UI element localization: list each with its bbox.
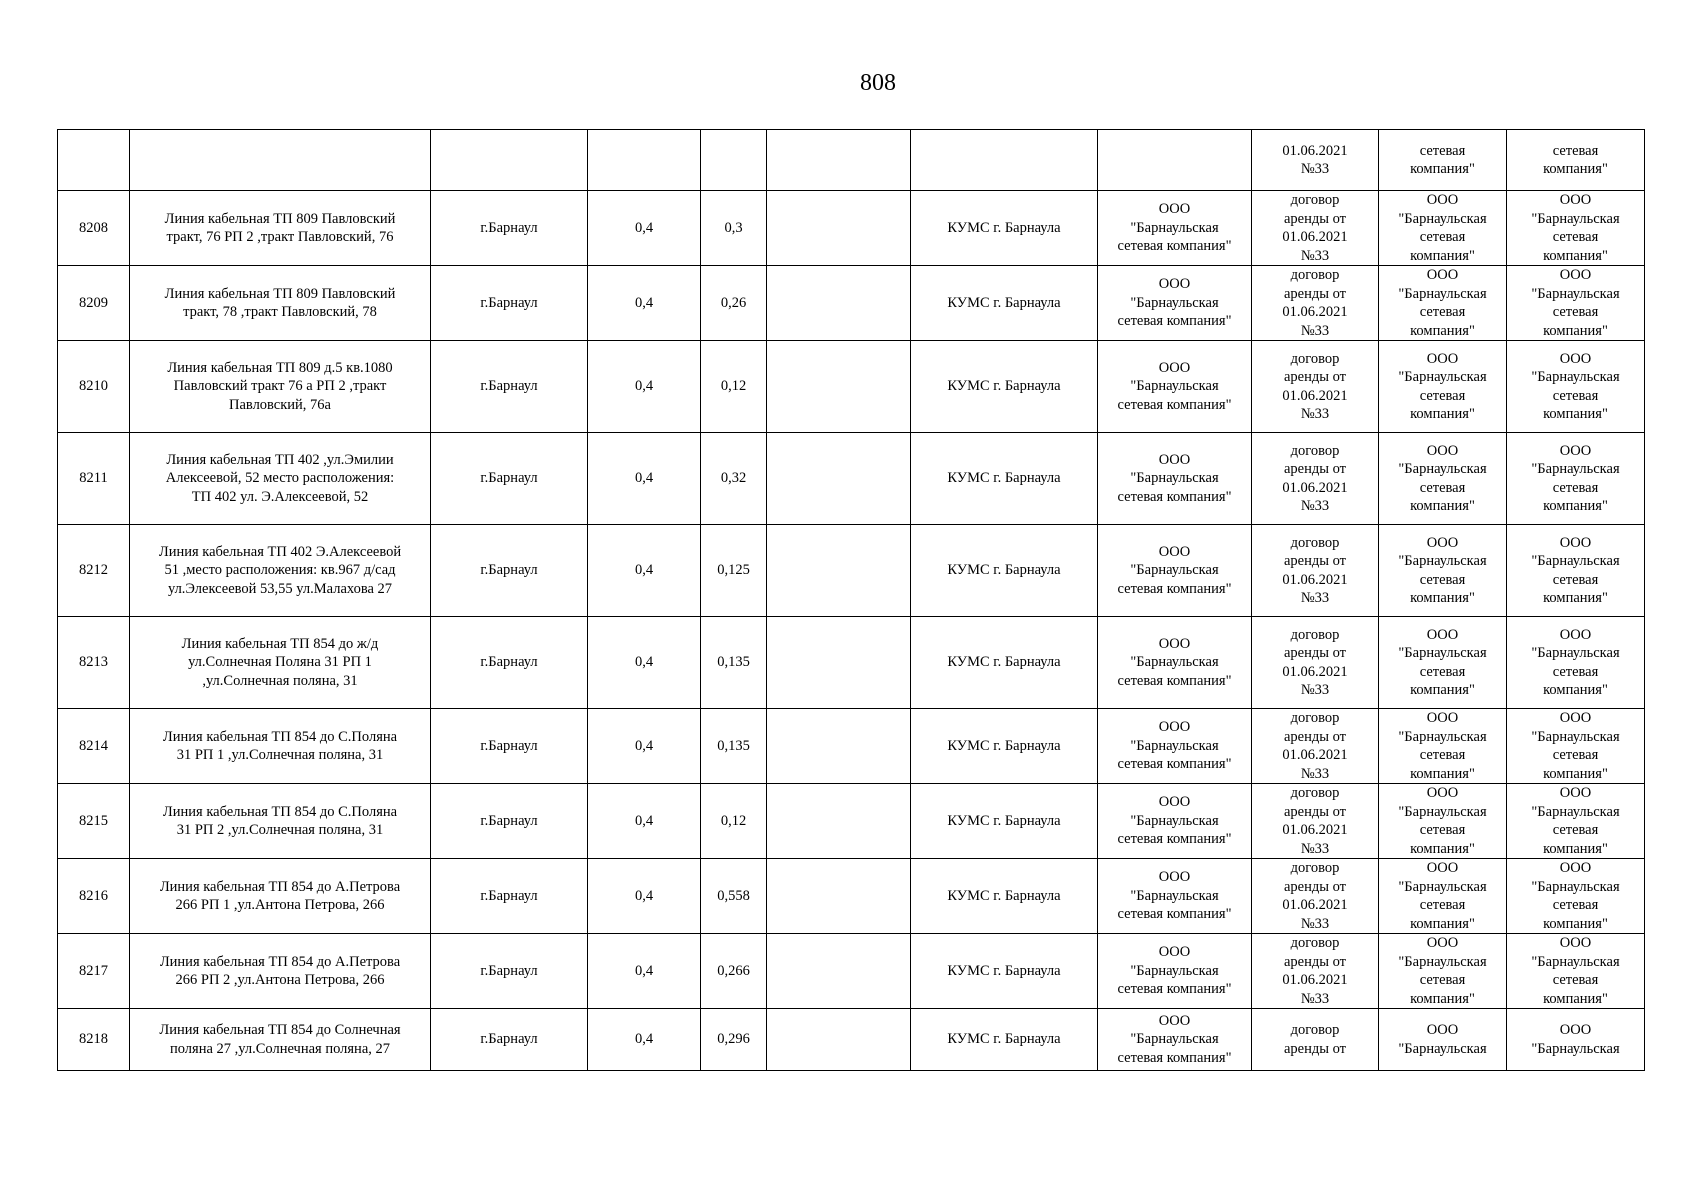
cell-length [701,130,767,191]
cell-owner: КУМС г. Барнаула [911,784,1098,859]
cell-holder: ООО "Барнаульская сетевая компания" [1379,784,1507,859]
cell-length: 0,12 [701,784,767,859]
cell-holder: сетевая компания" [1379,130,1507,191]
cell-user: ООО "Барнаульская сетевая компания" [1507,341,1645,433]
cell-owner: КУМС г. Барнаула [911,859,1098,934]
cell-city: г.Барнаул [431,341,588,433]
cell-city: г.Барнаул [431,266,588,341]
cell-length: 0,32 [701,433,767,525]
cell-holder: ООО "Барнаульская сетевая компания" [1379,266,1507,341]
cell-user: ООО "Барнаульская [1507,1009,1645,1071]
cell-extra [767,934,911,1009]
cell-user: сетевая компания" [1507,130,1645,191]
cell-owner: КУМС г. Барнаула [911,191,1098,266]
table-body [58,130,1645,1071]
cell-agreement: договор аренды от 01.06.2021 №33 [1252,191,1379,266]
cell-city: г.Барнаул [431,191,588,266]
cell-extra [767,266,911,341]
cell-name: Линия кабельная ТП 854 до С.Поляна 31 РП 1 ,ул.Солнечная поляна, 31 [130,709,431,784]
cell-city: г.Барнаул [431,709,588,784]
cell-voltage: 0,4 [588,1009,701,1071]
cell-name: Линия кабельная ТП 854 до С.Поляна 31 РП 2 ,ул.Солнечная поляна, 31 [130,784,431,859]
cell-length: 0,26 [701,266,767,341]
cell-extra [767,1009,911,1071]
cell-owner: КУМС г. Барнаула [911,617,1098,709]
page-number: 808 [860,70,896,96]
cell-voltage: 0,4 [588,784,701,859]
cell-voltage: 0,4 [588,525,701,617]
cell-extra [767,709,911,784]
table-row [58,266,1645,341]
cell-city: г.Барнаул [431,1009,588,1071]
cell-city: г.Барнаул [431,934,588,1009]
cell-length: 0,558 [701,859,767,934]
cell-user: ООО "Барнаульская сетевая компания" [1507,191,1645,266]
cell-owner: КУМС г. Барнаула [911,1009,1098,1071]
table-row [58,617,1645,709]
cell-user: ООО "Барнаульская сетевая компания" [1507,433,1645,525]
cell-user: ООО "Барнаульская сетевая компания" [1507,525,1645,617]
cell-city: г.Барнаул [431,784,588,859]
cell-operator: ООО "Барнаульская сетевая компания" [1098,525,1252,617]
cell-user: ООО "Барнаульская сетевая компания" [1507,709,1645,784]
cell-no: 8208 [58,191,130,266]
cell-holder: ООО "Барнаульская сетевая компания" [1379,934,1507,1009]
cell-name: Линия кабельная ТП 854 до А.Петрова 266 РП 1 ,ул.Антона Петрова, 266 [130,859,431,934]
cell-holder: ООО "Барнаульская сетевая компания" [1379,617,1507,709]
table-row [58,525,1645,617]
table-row [58,1009,1645,1071]
cell-no: 8211 [58,433,130,525]
cell-owner: КУМС г. Барнаула [911,266,1098,341]
cell-holder: ООО "Барнаульская сетевая компания" [1379,341,1507,433]
cell-operator: ООО "Барнаульская сетевая компания" [1098,709,1252,784]
table-row [58,784,1645,859]
cell-operator: ООО "Барнаульская сетевая компания" [1098,433,1252,525]
cell-holder: ООО "Барнаульская сетевая компания" [1379,709,1507,784]
cell-agreement: договор аренды от 01.06.2021 №33 [1252,709,1379,784]
cell-agreement: договор аренды от 01.06.2021 №33 [1252,525,1379,617]
cell-agreement: договор аренды от 01.06.2021 №33 [1252,859,1379,934]
cell-agreement: договор аренды от 01.06.2021 №33 [1252,266,1379,341]
cell-operator: ООО "Барнаульская сетевая компания" [1098,266,1252,341]
cell-voltage: 0,4 [588,191,701,266]
cell-owner: КУМС г. Барнаула [911,934,1098,1009]
cell-no: 8214 [58,709,130,784]
cell-holder: ООО "Барнаульская сетевая компания" [1379,191,1507,266]
cell-name: Линия кабельная ТП 854 до Солнечная поляна 27 ,ул.Солнечная поляна, 27 [130,1009,431,1071]
cell-agreement: договор аренды от 01.06.2021 №33 [1252,433,1379,525]
table-row [58,341,1645,433]
cell-extra [767,784,911,859]
cell-no: 8215 [58,784,130,859]
continuation-row [58,130,1645,191]
cell-agreement: договор аренды от [1252,1009,1379,1071]
cell-operator: ООО "Барнаульская сетевая компания" [1098,1009,1252,1071]
cell-agreement: 01.06.2021 №33 [1252,130,1379,191]
cell-owner [911,130,1098,191]
table-row [58,859,1645,934]
cell-agreement: договор аренды от 01.06.2021 №33 [1252,934,1379,1009]
cell-name: Линия кабельная ТП 809 д.5 кв.1080 Павловский тракт 76 а РП 2 ,тракт Павловский, 76а [130,341,431,433]
cell-no: 8216 [58,859,130,934]
cell-user: ООО "Барнаульская сетевая компания" [1507,266,1645,341]
cell-holder: ООО "Барнаульская сетевая компания" [1379,525,1507,617]
cell-voltage: 0,4 [588,617,701,709]
cell-operator [1098,130,1252,191]
cell-operator: ООО "Барнаульская сетевая компания" [1098,617,1252,709]
cell-voltage: 0,4 [588,266,701,341]
cell-user: ООО "Барнаульская сетевая компания" [1507,784,1645,859]
cell-extra [767,191,911,266]
cell-user: ООО "Барнаульская сетевая компания" [1507,934,1645,1009]
cell-no: 8212 [58,525,130,617]
cell-extra [767,341,911,433]
cell-length: 0,3 [701,191,767,266]
cell-name: Линия кабельная ТП 854 до А.Петрова 266 РП 2 ,ул.Антона Петрова, 266 [130,934,431,1009]
cell-no: 8218 [58,1009,130,1071]
table-row [58,934,1645,1009]
cell-owner: КУМС г. Барнаула [911,709,1098,784]
cell-agreement: договор аренды от 01.06.2021 №33 [1252,341,1379,433]
cell-extra [767,617,911,709]
cell-name: Линия кабельная ТП 809 Павловский тракт, 78 ,тракт Павловский, 78 [130,266,431,341]
cell-no [58,130,130,191]
cell-no: 8217 [58,934,130,1009]
cell-length: 0,135 [701,709,767,784]
cell-operator: ООО "Барнаульская сетевая компания" [1098,191,1252,266]
cell-name: Линия кабельная ТП 854 до ж/д ул.Солнечная Поляна 31 РП 1 ,ул.Солнечная поляна, 31 [130,617,431,709]
cell-length: 0,135 [701,617,767,709]
cell-voltage: 0,4 [588,859,701,934]
table-row [58,433,1645,525]
cell-holder: ООО "Барнаульская сетевая компания" [1379,433,1507,525]
cell-city: г.Барнаул [431,525,588,617]
cell-extra [767,130,911,191]
cell-voltage: 0,4 [588,709,701,784]
cell-user: ООО "Барнаульская сетевая компания" [1507,859,1645,934]
cell-voltage: 0,4 [588,934,701,1009]
cell-owner: КУМС г. Барнаула [911,341,1098,433]
cell-owner: КУМС г. Барнаула [911,525,1098,617]
cell-holder: ООО "Барнаульская сетевая компания" [1379,859,1507,934]
cell-holder: ООО "Барнаульская [1379,1009,1507,1071]
table-row [58,709,1645,784]
cell-city [431,130,588,191]
cell-extra [767,859,911,934]
cell-operator: ООО "Барнаульская сетевая компания" [1098,859,1252,934]
cell-agreement: договор аренды от 01.06.2021 №33 [1252,617,1379,709]
cell-city: г.Барнаул [431,433,588,525]
cell-voltage [588,130,701,191]
cell-voltage: 0,4 [588,341,701,433]
table-row [58,191,1645,266]
cell-owner: КУМС г. Барнаула [911,433,1098,525]
cell-city: г.Барнаул [431,859,588,934]
cell-length: 0,12 [701,341,767,433]
cell-no: 8213 [58,617,130,709]
cell-length: 0,125 [701,525,767,617]
cell-name: Линия кабельная ТП 402 Э.Алексеевой 51 ,место расположения: кв.967 д/сад ул.Элексеевой 53,55 ул.Малахова 27 [130,525,431,617]
cell-operator: ООО "Барнаульская сетевая компания" [1098,341,1252,433]
cell-voltage: 0,4 [588,433,701,525]
cell-no: 8209 [58,266,130,341]
cell-length: 0,296 [701,1009,767,1071]
cell-name: Линия кабельная ТП 402 ,ул.Эмилии Алексеевой, 52 место расположения: ТП 402 ул. Э.Алексеевой, 52 [130,433,431,525]
cell-extra [767,433,911,525]
cell-user: ООО "Барнаульская сетевая компания" [1507,617,1645,709]
cell-extra [767,525,911,617]
cell-name [130,130,431,191]
cell-name: Линия кабельная ТП 809 Павловский тракт, 76 РП 2 ,тракт Павловский, 76 [130,191,431,266]
registry-table [57,129,1645,1071]
cell-length: 0,266 [701,934,767,1009]
cell-agreement: договор аренды от 01.06.2021 №33 [1252,784,1379,859]
cell-city: г.Барнаул [431,617,588,709]
cell-operator: ООО "Барнаульская сетевая компания" [1098,934,1252,1009]
cell-operator: ООО "Барнаульская сетевая компания" [1098,784,1252,859]
cell-no: 8210 [58,341,130,433]
